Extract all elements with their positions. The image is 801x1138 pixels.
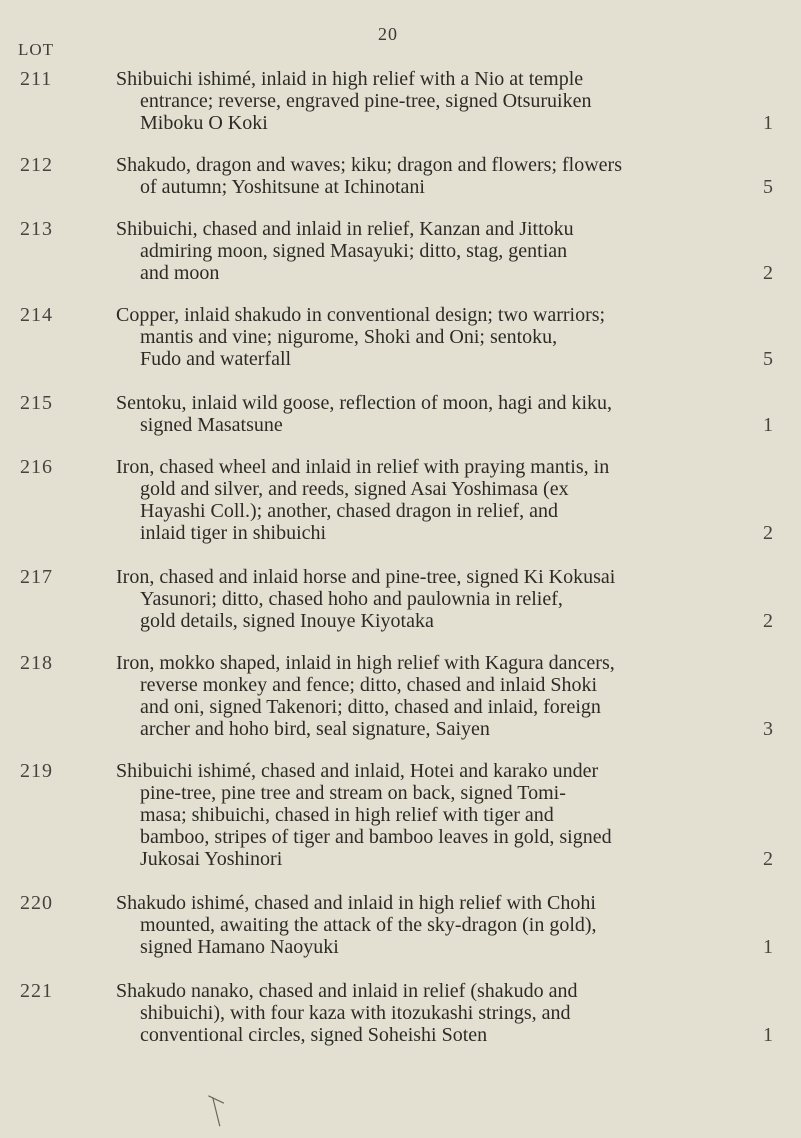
lot-quantity: 1: [763, 936, 773, 958]
lot-description-line: mantis and vine; nigurome, Shoki and Oni; sentoku,: [140, 326, 558, 348]
lot-number: 213: [20, 218, 53, 240]
lot-description-line: gold and silver, and reeds, signed Asai Yoshimasa (ex: [140, 478, 569, 500]
lot-description-line: pine-tree, pine tree and stream on back, signed Tomi-: [140, 782, 566, 804]
lot-description: [116, 892, 731, 958]
lot-description: [116, 652, 731, 740]
lot-description-line: Shakudo nanako, chased and inlaid in relief (shakudo and: [116, 980, 578, 1002]
lot-quantity: 3: [763, 718, 773, 740]
lot-description-line: reverse monkey and fence; ditto, chased and inlaid Shoki: [140, 674, 598, 696]
lot-description-line: Shibuichi ishimé, chased and inlaid, Hotei and karako under: [116, 760, 599, 782]
lot-description: [116, 68, 731, 134]
lot-quantity: 2: [763, 848, 773, 870]
lot-description-line: Shakudo ishimé, chased and inlaid in high relief with Chohi: [116, 892, 596, 914]
lot-description: [116, 154, 731, 198]
lot-description-line: bamboo, stripes of tiger and bamboo leaves in gold, signed: [140, 826, 612, 848]
lot-description-line: and oni, signed Takenori; ditto, chased and inlaid, foreign: [140, 696, 601, 718]
lot-description-line: Sentoku, inlaid wild goose, reflection of moon, hagi and kiku,: [116, 392, 613, 414]
lot-quantity: 2: [763, 522, 773, 544]
lot-quantity: 1: [763, 414, 773, 436]
lot-description-line: conventional circles, signed Soheishi Soten: [140, 1024, 488, 1046]
lot-number: 216: [20, 456, 53, 478]
lot-description-line: entrance; reverse, engraved pine-tree, signed Otsuruiken: [140, 90, 592, 112]
lot-description: [116, 456, 731, 544]
lot-quantity: 1: [763, 112, 773, 134]
lot-description-line: Miboku O Koki: [140, 112, 268, 134]
lot-number: 219: [20, 760, 53, 782]
lot-description-line: admiring moon, signed Masayuki; ditto, stag, gentian: [140, 240, 568, 262]
lot-description: [116, 760, 731, 870]
lot-number: 215: [20, 392, 53, 414]
lot-description-line: of autumn; Yoshitsune at Ichinotani: [140, 176, 425, 198]
lot-description: [116, 304, 731, 370]
lot-number: 211: [20, 68, 53, 90]
lot-description-line: Fudo and waterfall: [140, 348, 292, 370]
lot-quantity: 2: [763, 262, 773, 284]
lot-description-line: archer and hoho bird, seal signature, Saiyen: [140, 718, 490, 740]
lot-description-line: shibuichi), with four kaza with itozukashi strings, and: [140, 1002, 571, 1024]
lot-description: [116, 392, 731, 436]
lot-description-line: signed Hamano Naoyuki: [140, 936, 339, 958]
lot-number: 212: [20, 154, 53, 176]
lot-description-line: and moon: [140, 262, 220, 284]
lot-description-line: Shibuichi ishimé, inlaid in high relief with a Nio at temple: [116, 68, 584, 90]
lot-description-line: gold details, signed Inouye Kiyotaka: [140, 610, 434, 632]
lot-number: 220: [20, 892, 53, 914]
lot-description-line: Iron, mokko shaped, inlaid in high relief with Kagura dancers,: [116, 652, 615, 674]
lot-quantity: 2: [763, 610, 773, 632]
lot-description-line: Yasunori; ditto, chased hoho and paulownia in relief,: [140, 588, 563, 610]
lot-number: 218: [20, 652, 53, 674]
lot-description-line: Iron, chased and inlaid horse and pine-tree, signed Ki Kokusai: [116, 566, 616, 588]
lot-description-line: Shibuichi, chased and inlaid in relief, Kanzan and Jittoku: [116, 218, 574, 240]
lot-quantity: 5: [763, 176, 773, 198]
lot-description-line: Jukosai Yoshinori: [140, 848, 283, 870]
lot-description-line: Copper, inlaid shakudo in conventional design; two warriors;: [116, 304, 606, 326]
lot-number: 217: [20, 566, 53, 588]
lot-description-line: Hayashi Coll.); another, chased dragon in relief, and: [140, 500, 558, 522]
page-number: 20: [378, 24, 398, 44]
lot-description-line: masa; shibuichi, chased in high relief with tiger and: [140, 804, 554, 826]
lot-description-line: Shakudo, dragon and waves; kiku; dragon and flowers; flowers: [116, 154, 622, 176]
lot-description: [116, 218, 731, 284]
lot-description-line: inlaid tiger in shibuichi: [140, 522, 327, 544]
ink-mark-icon: [202, 1088, 238, 1133]
lot-description-line: Iron, chased wheel and inlaid in relief with praying mantis, in: [116, 456, 610, 478]
lot-description: [116, 980, 731, 1046]
lot-description-line: mounted, awaiting the attack of the sky-dragon (in gold),: [140, 914, 597, 936]
lot-description: [116, 566, 731, 632]
lot-quantity: 5: [763, 348, 773, 370]
lot-description-line: signed Masatsune: [140, 414, 283, 436]
lot-quantity: 1: [763, 1024, 773, 1046]
lot-number: 214: [20, 304, 53, 326]
lot-column-header: LOT: [18, 40, 55, 59]
lot-number: 221: [20, 980, 53, 1002]
